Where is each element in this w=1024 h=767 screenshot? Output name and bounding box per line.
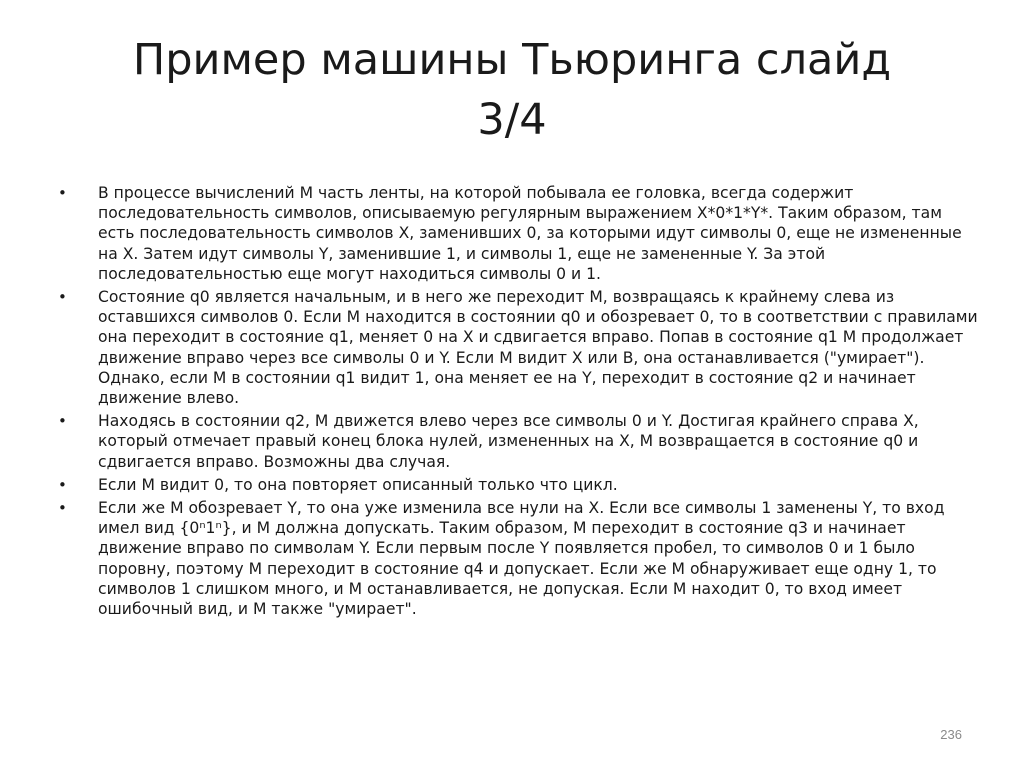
bullet-item (58, 411, 978, 472)
bullet-dot: • (58, 184, 67, 202)
bullet-item (58, 183, 978, 284)
bullet-dot: • (58, 288, 67, 307)
bullet-item (58, 287, 978, 408)
slide-title-line-2: 3/4 (477, 95, 547, 145)
bullet-dot: • (58, 499, 67, 518)
bullet-dot: • (58, 475, 67, 494)
slide-title (60, 30, 964, 150)
bullet-text: Состояние q0 является начальным, и в него же переходит М, возвращаясь к крайнему слева из оставшихся символов 0. Если М находится в состоянии q0 и обозревает 0, то в соответствии с правилами она переходит в состояние q1, меняет 0 на X и сдвигается вправо. Попав в состояние q1 М продолжает движение вправо через все символы 0 и Y. Если М видит X или B, она останавливается ("умирает"). Однако, если М в состоянии q1 видит 1, она меняет ее на Y, переходит в состояние q2 и начинает движение влево. (98, 288, 978, 408)
bullet-list (58, 183, 978, 622)
bullet-text: Находясь в состоянии q2, М движется влево через все символы 0 и Y. Достигая крайнего справа X, который отмечает правый конец блока нулей, измененных на X, М возвращается в состояние q0 и сдвигается вправо. Возможны два случая. (98, 412, 919, 471)
slide-title-line-1: Пример машины Тьюринга слайд (132, 35, 892, 85)
bullet-item (58, 475, 978, 495)
bullet-dot: • (58, 412, 67, 431)
page-number: 236 (940, 727, 962, 742)
bullet-text: Если М видит 0, то она повторяет описанный только что цикл. (98, 475, 618, 494)
bullet-item (58, 498, 978, 619)
bullet-text: Если же М обозревает Y, то она уже изменила все нули на X. Если все символы 1 заменены Y, то вход имел вид {0ⁿ1ⁿ}, и М должна допускать. Таким образом, М переходит в состояние q3 и начинает движение вправо по символам Y. Если первым после Y появляется пробел, то символов 0 и 1 было поровну, поэтому М переходит в состояние q4 и допускает. Если же М обнаруживает еще одну 1, то символов 1 слишком много, и М останавливается, не допуская. Если М находит 0, то вход имеет ошибочный вид, и М также "умирает". (98, 499, 945, 619)
bullet-text: В процессе вычислений М часть ленты, на которой побывала ее головка, всегда содержит последовательность символов, описываемую регулярным выражением X*0*1*Y*. Таким образом, там есть последовательность символов X, заменивших 0, за которыми идут символы 0, еще не измененные на X. Затем идут символы Y, заменившие 1, и символы 1, еще не замененные Y. За этой последовательностью еще могут находиться символы 0 и 1. (98, 184, 962, 283)
